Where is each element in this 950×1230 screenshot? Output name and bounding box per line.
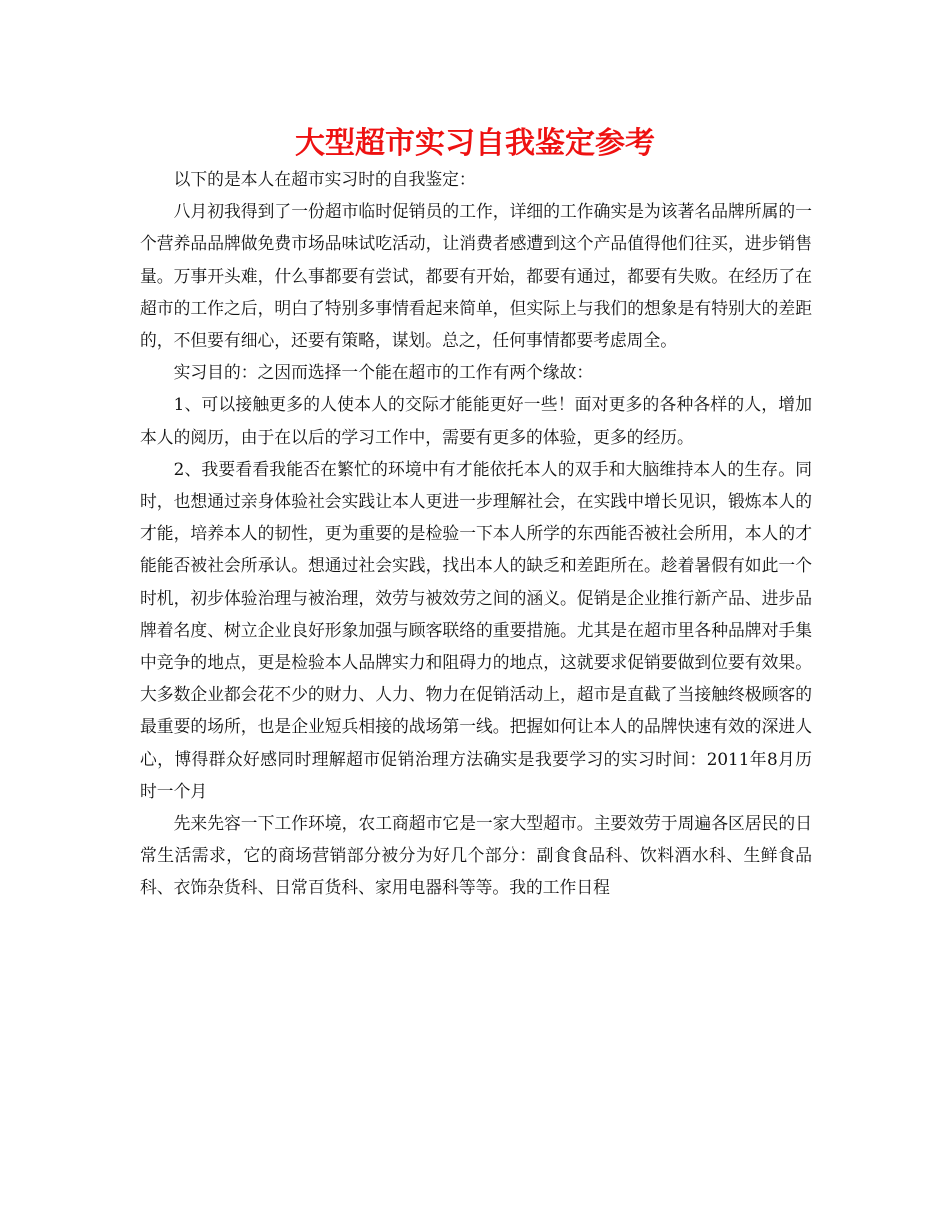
document-body — [140, 163, 812, 904]
work-background-paragraph: 八月初我得到了一份超市临时促销员的工作，详细的工作确实是为该著名品牌所属的一个营养品品牌做免费市场品味试吃活动，让消费者感遭到这个产品值得他们往买，进步销售量。万事开头难，什么事都要有尝试，都要有开始，都要有通过，都要有失败。在经历了在超市的工作之后，明白了特别多事情看起来简单，但实际上与我们的想象是有特别大的差距的，不但要有细心，还要有策略，谋划。总之，任何事情都要考虑周全。 — [140, 201, 812, 351]
work-environment-paragraph: 先来先容一下工作环境，农工商超市它是一家大型超市。主要效劳于周遍各区居民的日常生活需求，它的商场营销部分被分为好几个部分：副食食品科、饮料酒水科、生鲜食品科、衣饰杂货科、日常百货科、家用电器科等等。我的工作日程 — [140, 813, 812, 898]
purpose-heading-paragraph: 实习目的：之因而选择一个能在超市的工作有两个缘故： — [173, 362, 594, 383]
intro-paragraph: 以下的是本人在超市实习时的自我鉴定： — [173, 169, 476, 189]
purpose-item-1-paragraph: 1、可以接触更多的人使本人的交际才能能更好一些！面对更多的各种各样的人，增加本人的阅历，由于在以后的学习工作中，需要有更多的体验，更多的经历。 — [140, 394, 812, 447]
purpose-item-2-paragraph: 2、我要看看我能否在繁忙的环境中有才能依托本人的双手和大脑维持本人的生存。同时，也想通过亲身体验社会实践让本人更进一步理解社会，在实践中增长见识，锻炼本人的才能，培养本人的韧性，更为重要的是检验一下本人所学的东西能否被社会所用，本人的才能能否被社会所承认。想通过社会实践，找出本人的缺乏和差距所在。趁着暑假有如此一个时机，初步体验治理与被治理，效劳与被效劳之间的涵义。促销是企业推行新产品、进步品牌着名度、树立企业良好形象加强与顾客联络的重要措施。尤其是在超市里各种品牌对手集中竞争的地点，更是检验本人品牌实力和阻碍力的地点，这就要求促销要做到位要有效果。大多数企业都会花不少的财力、人力、物力在促销活动上，超市是直截了当接触终极顾客的最重要的场所，也是企业短兵相接的战场第一线。把握如何让本人的品牌快速有效的深进人心，博得群众好感同时理解超市促销治理方法确实是我要学习的实习时间：2011年8月历时一个月 — [140, 458, 812, 801]
document-title: 大型超市实习自我鉴定参考 — [295, 126, 655, 161]
